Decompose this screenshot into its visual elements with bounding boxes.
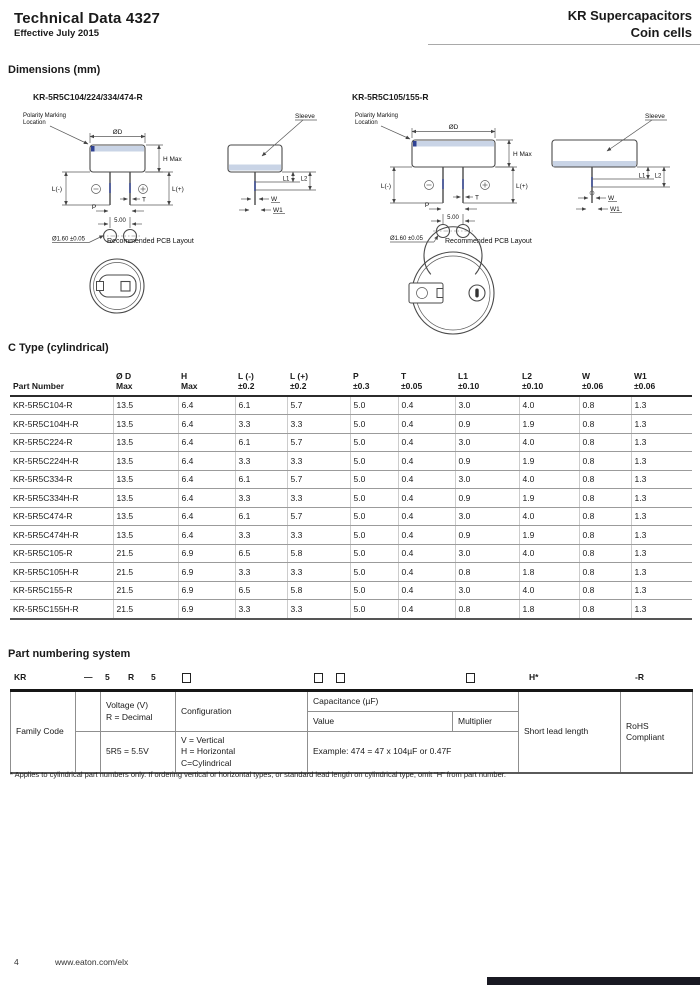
dim-value-cell: 0.4 <box>398 396 455 415</box>
dash-cell <box>76 691 101 732</box>
ctype-table <box>10 370 692 620</box>
dim-value-cell: 1.3 <box>631 452 692 471</box>
dim-label-lead-pos: L(+) <box>516 183 528 190</box>
dim-label-pitch: 5.00 <box>114 218 126 224</box>
dim-value-cell: 3.0 <box>455 507 519 526</box>
dim-value-cell: 3.3 <box>287 600 350 619</box>
dim-value-cell: 13.5 <box>113 396 178 415</box>
code-dash: — <box>84 672 93 682</box>
dim-value-cell: 21.5 <box>113 563 178 582</box>
footer-bar <box>487 977 700 985</box>
dim-value-cell: 13.5 <box>113 452 178 471</box>
dim-value-cell: 6.9 <box>178 581 235 600</box>
dim-value-cell: 1.8 <box>519 563 579 582</box>
value-label-cell: Value <box>308 712 453 732</box>
polarity-label: Polarity Marking <box>355 113 399 119</box>
dim-value-cell: 4.0 <box>519 581 579 600</box>
dim-value-cell: 4.0 <box>519 433 579 452</box>
dim-value-cell: 6.4 <box>178 415 235 434</box>
dim-label-l1: L1 <box>282 176 290 183</box>
dim-value-cell: 0.4 <box>398 563 455 582</box>
code-r: -R <box>635 672 644 682</box>
product-family: KR Supercapacitors <box>567 8 692 23</box>
dim-value-cell: 5.0 <box>350 489 398 508</box>
product-type: Coin cells <box>630 24 692 40</box>
dim-value-cell: 5.0 <box>350 433 398 452</box>
dim-value-cell: 13.5 <box>113 526 178 545</box>
dim-value-cell: 5.7 <box>287 396 350 415</box>
dimension-diagram-right <box>345 103 700 335</box>
dimensions-heading: Dimensions (mm) <box>8 64 101 76</box>
dim-value-cell: 3.3 <box>287 489 350 508</box>
part-number-cell: KR-5R5C334-R <box>10 470 113 489</box>
dim-value-cell: 6.4 <box>178 396 235 415</box>
table-row <box>10 600 692 619</box>
dim-label-lead-neg: L(-) <box>51 186 62 193</box>
polarity-label: Location <box>355 120 378 126</box>
dim-value-cell: 1.9 <box>519 489 579 508</box>
dim-value-cell: 0.9 <box>455 415 519 434</box>
dim-value-cell: 1.3 <box>631 507 692 526</box>
dim-value-cell: 5.0 <box>350 452 398 471</box>
header-rule <box>428 44 700 45</box>
dim-value-cell: 0.4 <box>398 544 455 563</box>
dim-value-cell: 21.5 <box>113 581 178 600</box>
dim-value-cell: 3.3 <box>287 415 350 434</box>
dim-value-cell: 3.3 <box>235 600 287 619</box>
dim-value-cell: 13.5 <box>113 433 178 452</box>
dim-value-cell: 1.3 <box>631 415 692 434</box>
code-digit-2: R <box>128 672 135 682</box>
voltage-value-cell: 5R5 = 5.5V <box>101 732 176 774</box>
column-header: W1 ±0.06 <box>631 370 692 396</box>
dim-value-cell: 6.4 <box>178 526 235 545</box>
dim-value-cell: 0.9 <box>455 489 519 508</box>
dim-value-cell: 1.9 <box>519 415 579 434</box>
column-header: L (+) ±0.2 <box>287 370 350 396</box>
dim-value-cell: 5.0 <box>350 507 398 526</box>
part-number-cell: KR-5R5C104-R <box>10 396 113 415</box>
column-header: W ±0.06 <box>579 370 631 396</box>
capacitance-header-cell: Capacitance (µF) <box>308 691 519 712</box>
dim-value-cell: 1.3 <box>631 489 692 508</box>
dim-value-cell: 6.1 <box>235 396 287 415</box>
dim-label-pad: Ø1.60 ±0.05 <box>390 236 423 242</box>
dim-value-cell: 5.8 <box>287 581 350 600</box>
dim-value-cell: 5.7 <box>287 507 350 526</box>
pcb-layout-label: Recommended PCB Layout <box>107 238 194 245</box>
dim-label-t: T <box>475 194 479 202</box>
dim-label-diameter: ØD <box>448 124 459 131</box>
dim-value-cell: 13.5 <box>113 470 178 489</box>
dim-value-cell: 0.8 <box>579 489 631 508</box>
voltage-label: Voltage (V) <box>106 700 149 711</box>
part-number-cell: KR-5R5C474-R <box>10 507 113 526</box>
table-row <box>10 470 692 489</box>
dim-value-cell: 0.8 <box>579 396 631 415</box>
dim-value-cell: 1.3 <box>631 544 692 563</box>
dim-value-cell: 5.0 <box>350 526 398 545</box>
dim-value-cell: 0.8 <box>579 600 631 619</box>
dim-value-cell: 3.3 <box>235 489 287 508</box>
short-lead-cell: Short lead length <box>519 691 621 774</box>
dim-value-cell: 3.3 <box>235 415 287 434</box>
voltage-decimal-note: R = Decimal <box>106 711 153 722</box>
dim-value-cell: 3.0 <box>455 544 519 563</box>
dim-value-cell: 21.5 <box>113 600 178 619</box>
dim-label-height: H Max <box>163 156 182 163</box>
placeholder-box-icon <box>466 673 475 683</box>
dim-value-cell: 13.5 <box>113 507 178 526</box>
dim-label-w: W <box>271 196 278 203</box>
dim-value-cell: 6.4 <box>178 507 235 526</box>
polarity-mark <box>91 146 95 152</box>
pcb-layout-label: Recommended PCB Layout <box>445 238 532 245</box>
dim-value-cell: 6.4 <box>178 470 235 489</box>
dim-value-cell: 6.5 <box>235 581 287 600</box>
dim-value-cell: 1.3 <box>631 470 692 489</box>
column-header: T ±0.05 <box>398 370 455 396</box>
table-row <box>10 563 692 582</box>
family-code-cell: Family Code <box>11 691 76 774</box>
sleeve-label: Sleeve <box>295 113 315 120</box>
dim-label-w1: W1 <box>610 206 620 213</box>
dim-value-cell: 1.8 <box>519 600 579 619</box>
dim-value-cell: 1.9 <box>519 452 579 471</box>
table-row <box>10 526 692 545</box>
dim-value-cell: 0.8 <box>579 563 631 582</box>
dim-value-cell: 13.5 <box>113 415 178 434</box>
placeholder-box-icon <box>336 673 345 683</box>
part-number-cell: KR-5R5C105-R <box>10 544 113 563</box>
part-number-cell: KR-5R5C104H-R <box>10 415 113 434</box>
column-header: L (-) ±0.2 <box>235 370 287 396</box>
dim-label-diameter: ØD <box>112 129 123 136</box>
dim-value-cell: 5.0 <box>350 396 398 415</box>
dim-value-cell: 1.3 <box>631 433 692 452</box>
part-number-cell: KR-5R5C155-R <box>10 581 113 600</box>
dim-label-w1: W1 <box>273 207 283 214</box>
dim-value-cell: 0.8 <box>455 600 519 619</box>
dim-value-cell: 1.3 <box>631 581 692 600</box>
dim-value-cell: 0.8 <box>579 452 631 471</box>
dim-value-cell: 1.3 <box>631 600 692 619</box>
dim-value-cell: 0.9 <box>455 452 519 471</box>
dim-value-cell: 5.0 <box>350 563 398 582</box>
dim-value-cell: 4.0 <box>519 396 579 415</box>
dim-value-cell: 6.1 <box>235 507 287 526</box>
dim-value-cell: 5.7 <box>287 433 350 452</box>
dim-label-l2: L2 <box>300 176 308 183</box>
dim-value-cell: 4.0 <box>519 470 579 489</box>
config-vertical: V = Vertical <box>181 735 225 746</box>
dim-value-cell: 0.8 <box>579 470 631 489</box>
dim-label-pad: Ø1.60 ±0.05 <box>52 236 85 243</box>
part-numbering-table <box>10 689 693 774</box>
ctype-heading: C Type (cylindrical) <box>8 342 109 354</box>
dim-value-cell: 0.4 <box>398 433 455 452</box>
config-cylindrical: C=Cylindrical <box>181 757 232 768</box>
dim-label-lead-neg: L(-) <box>380 183 391 190</box>
dim-label-t: T <box>142 196 146 204</box>
part-number-code-row <box>10 670 692 687</box>
column-header: P ±0.3 <box>350 370 398 396</box>
dim-value-cell: 3.3 <box>235 563 287 582</box>
dim-value-cell: 1.3 <box>631 526 692 545</box>
dim-value-cell: 3.3 <box>235 452 287 471</box>
placeholder-box-icon <box>182 673 191 683</box>
dim-label-l1: L1 <box>638 173 646 180</box>
dim-value-cell: 0.8 <box>579 581 631 600</box>
dim-value-cell: 6.5 <box>235 544 287 563</box>
dim-value-cell: 5.0 <box>350 470 398 489</box>
code-h: H* <box>529 672 539 682</box>
dim-value-cell: 5.7 <box>287 470 350 489</box>
table-row <box>10 396 692 415</box>
dim-value-cell: 0.4 <box>398 507 455 526</box>
dim-value-cell: 6.9 <box>178 600 235 619</box>
dim-value-cell: 13.5 <box>113 489 178 508</box>
table-row <box>10 433 692 452</box>
dim-value-cell: 6.1 <box>235 470 287 489</box>
voltage-header-cell <box>101 691 176 732</box>
part-number-cell: KR-5R5C105H-R <box>10 563 113 582</box>
dim-value-cell: 5.8 <box>287 544 350 563</box>
footer-url[interactable]: www.eaton.com/elx <box>55 957 129 967</box>
column-header: Ø D Max <box>113 370 178 396</box>
dim-value-cell: 21.5 <box>113 544 178 563</box>
config-horizontal: H = Horizontal <box>181 746 236 757</box>
table-row <box>10 452 692 471</box>
dim-value-cell: 4.0 <box>519 544 579 563</box>
configuration-header-cell: Configuration <box>176 691 308 732</box>
dim-value-cell: 5.0 <box>350 415 398 434</box>
placeholder-box-icon <box>314 673 323 683</box>
dim-value-cell: 3.3 <box>287 452 350 471</box>
dim-value-cell: 0.8 <box>579 526 631 545</box>
table-row <box>10 489 692 508</box>
doc-effective-date: Effective July 2015 <box>14 28 100 39</box>
dim-value-cell: 0.8 <box>579 507 631 526</box>
dimension-diagram-left <box>10 103 340 335</box>
dim-value-cell: 3.3 <box>287 526 350 545</box>
part-number-cell: KR-5R5C224H-R <box>10 452 113 471</box>
part-number-cell: KR-5R5C155H-R <box>10 600 113 619</box>
dim-value-cell: 0.8 <box>579 415 631 434</box>
multiplier-label-cell: Multiplier <box>453 712 519 732</box>
table-row <box>10 581 692 600</box>
page-number: 4 <box>14 957 19 967</box>
dim-value-cell: 0.9 <box>455 526 519 545</box>
dim-label-l2: L2 <box>654 173 662 180</box>
dim-value-cell: 6.4 <box>178 433 235 452</box>
dim-value-cell: 6.4 <box>178 452 235 471</box>
code-digit-1: 5 <box>105 672 110 682</box>
diagram-caption-right: KR-5R5C105/155-R <box>352 92 429 102</box>
dim-value-cell: 3.0 <box>455 433 519 452</box>
dim-value-cell: 0.4 <box>398 600 455 619</box>
example-cell: Example: 474 = 47 x 104µF or 0.47F <box>308 732 519 774</box>
sleeve-label: Sleeve <box>645 113 665 120</box>
dim-value-cell: 3.0 <box>455 470 519 489</box>
dim-value-cell: 3.3 <box>287 563 350 582</box>
dim-value-cell: 0.4 <box>398 526 455 545</box>
footnote: * Applies to cylindrical part numbers only. If ordering vertical or horizontal types, or standard lead length on cylindrical type, omit “H” from part number. <box>10 770 506 779</box>
dim-value-cell: 6.9 <box>178 544 235 563</box>
dim-value-cell: 1.3 <box>631 563 692 582</box>
dim-value-cell: 0.4 <box>398 581 455 600</box>
rohs-cell: RoHS Compliant <box>621 691 693 774</box>
dim-value-cell: 6.4 <box>178 489 235 508</box>
doc-title: Technical Data 4327 <box>14 10 161 27</box>
dim-value-cell: 5.0 <box>350 581 398 600</box>
dim-value-cell: 3.0 <box>455 581 519 600</box>
code-digit-3: 5 <box>151 672 156 682</box>
dim-value-cell: 4.0 <box>519 507 579 526</box>
dim-value-cell: 0.4 <box>398 489 455 508</box>
column-header: L2 ±0.10 <box>519 370 579 396</box>
part-number-cell: KR-5R5C224-R <box>10 433 113 452</box>
dim-label-pitch: 5.00 <box>447 215 459 221</box>
dim-value-cell: 0.8 <box>455 563 519 582</box>
table-row <box>10 415 692 434</box>
dim-value-cell: 0.4 <box>398 452 455 471</box>
table-row <box>10 544 692 563</box>
polarity-label: Polarity Marking <box>23 113 67 119</box>
dim-label-w: W <box>608 195 615 202</box>
dim-label-p: P <box>91 204 97 211</box>
column-header: Part Number <box>10 370 113 396</box>
dim-value-cell: 0.4 <box>398 470 455 489</box>
dim-value-cell: 0.8 <box>579 544 631 563</box>
polarity-label: Location <box>23 120 46 126</box>
table-row <box>10 507 692 526</box>
dim-value-cell: 5.0 <box>350 600 398 619</box>
dim-value-cell: 0.8 <box>579 433 631 452</box>
dim-value-cell: 1.9 <box>519 526 579 545</box>
dim-value-cell: 6.9 <box>178 563 235 582</box>
dim-value-cell: 6.1 <box>235 433 287 452</box>
product-header <box>412 8 692 42</box>
dim-value-cell: 5.0 <box>350 544 398 563</box>
code-family: KR <box>14 672 27 682</box>
part-numbering-heading: Part numbering system <box>8 648 131 660</box>
column-header: L1 ±0.10 <box>455 370 519 396</box>
dim-value-cell: 1.3 <box>631 396 692 415</box>
dash-cell-lower <box>76 732 101 774</box>
column-header: H Max <box>178 370 235 396</box>
dim-label-p: P <box>424 202 430 209</box>
dim-value-cell: 0.4 <box>398 415 455 434</box>
dim-value-cell: 3.3 <box>235 526 287 545</box>
polarity-mark <box>413 141 417 147</box>
configuration-values-cell <box>176 732 308 774</box>
diagram-caption-left: KR-5R5C104/224/334/474-R <box>33 92 143 102</box>
dim-value-cell: 3.0 <box>455 396 519 415</box>
part-number-cell: KR-5R5C474H-R <box>10 526 113 545</box>
dim-label-lead-pos: L(+) <box>172 186 184 193</box>
part-number-cell: KR-5R5C334H-R <box>10 489 113 508</box>
dim-label-height: H Max <box>513 151 532 158</box>
